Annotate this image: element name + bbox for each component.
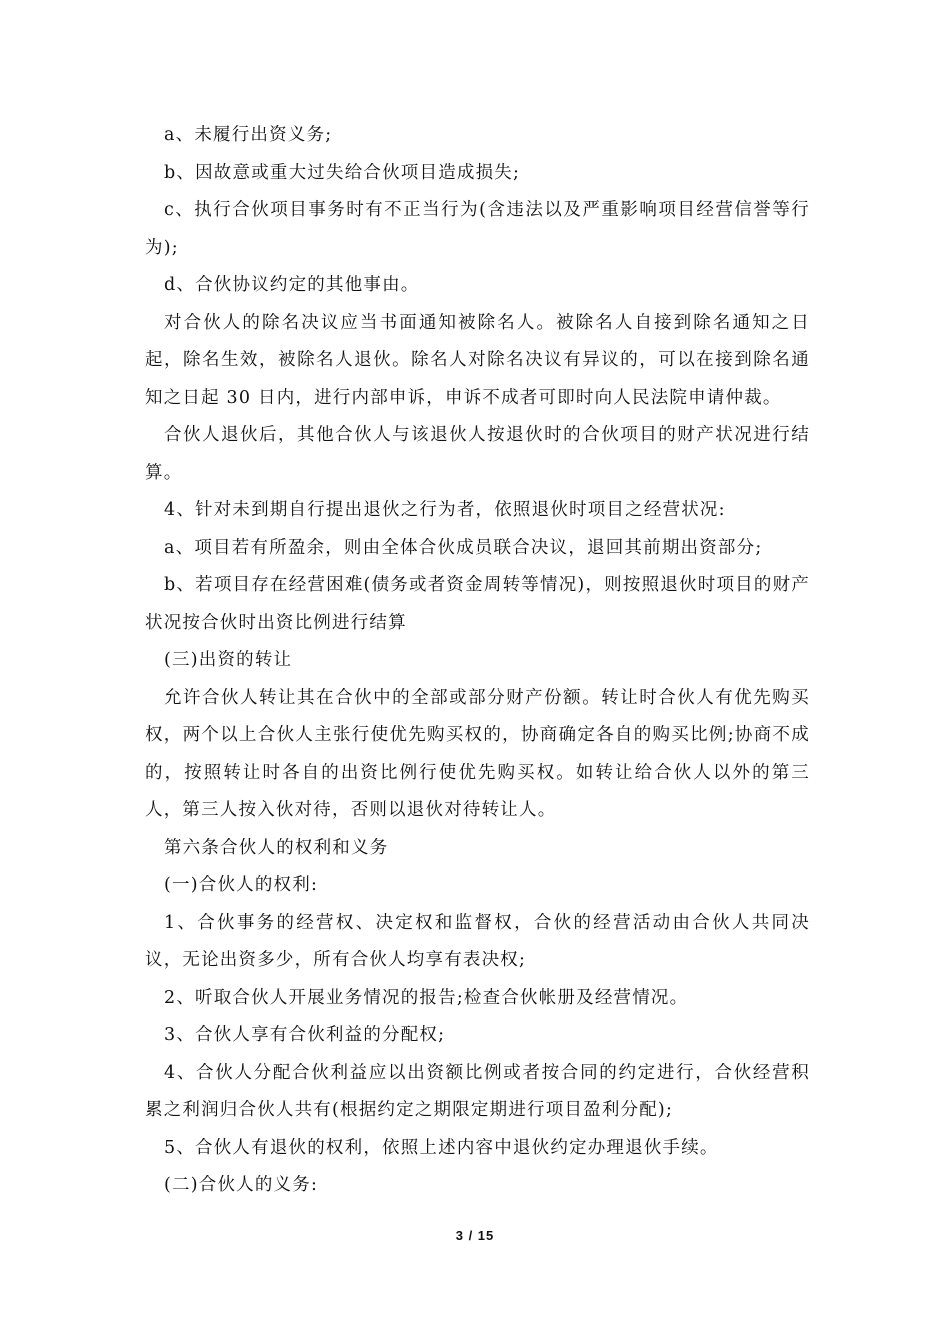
paragraph-right-2: 2、听取合伙人开展业务情况的报告;检查合伙帐册及经营情况。	[164, 987, 689, 1008]
article-heading-rights-obligations: 第六条合伙人的权利和义务	[164, 837, 389, 858]
paragraph-right-5: 5、合伙人有退伙的权利，依照上述内容中退伙约定办理退伙手续。	[164, 1137, 719, 1158]
paragraph-d-other-reasons: d、合伙协议约定的其他事由。	[164, 275, 420, 295]
paragraph-c-misconduct: c、执行合伙项目事务时有不正当行为(含违法以及严重影响项目经营信誉等行为);	[145, 200, 810, 258]
paragraph-right-4: 4、合伙人分配合伙利益应以出资额比例或者按合同的约定进行，合伙经营积累之利润归合伙人共有(根据约定之期限定期进行项目盈利分配);	[145, 1062, 810, 1120]
page-number: 3 / 15	[455, 1228, 495, 1243]
section-heading-capital-transfer: (三)出资的转让	[164, 650, 293, 670]
paragraph-early-withdrawal: 4、针对未到期自行提出退伙之行为者，依照退伙时项目之经营状况:	[164, 500, 726, 520]
paragraph-transfer-rules: 允许合伙人转让其在合伙中的全部或部分财产份额。转让时合伙人有优先购买权，两个以上合伙人主张行使优先购买权的，协商确定各自的购买比例;协商不成的，按照转让时各自的出资比例行使优先购买权。如转让给合伙人以外的第三人，第三人按入伙对待，否则以退伙对待转让人。	[145, 687, 810, 820]
section-heading-obligations: (二)合伙人的义务:	[164, 1175, 319, 1195]
paragraph-removal-notice: 对合伙人的除名决议应当书面通知被除名人。被除名人自接到除名通知之日起，除名生效，被除名人退伙。除名人对除名决议有异议的，可以在接到除名通知之日起 30 日内，进行内部申诉，申诉不成者可即时向人民法院申请仲裁。	[145, 312, 810, 408]
paragraph-surplus-case: a、项目若有所盈余，则由全体合伙成员联合决议，退回其前期出资部分;	[164, 537, 763, 558]
paragraph-right-3: 3、合伙人享有合伙利益的分配权;	[164, 1025, 446, 1045]
section-heading-rights: (一)合伙人的权利:	[164, 875, 319, 895]
paragraph-difficulty-case: b、若项目存在经营困难(债务或者资金周转等情况)，则按照退伙时项目的财产状况按合伙时出资比例进行结算	[145, 575, 810, 633]
paragraph-a-obligation: a、未履行出资义务;	[164, 125, 333, 145]
paragraph-b-loss: b、因故意或重大过失给合伙项目造成损失;	[164, 162, 521, 183]
paragraph-settlement: 合伙人退伙后，其他合伙人与该退伙人按退伙时的合伙项目的财产状况进行结算。	[145, 425, 810, 483]
document-body	[145, 117, 810, 1205]
paragraph-right-1: 1、合伙事务的经营权、决定权和监督权，合伙的经营活动由合伙人共同决议，无论出资多少，所有合伙人均享有表决权;	[145, 912, 810, 970]
